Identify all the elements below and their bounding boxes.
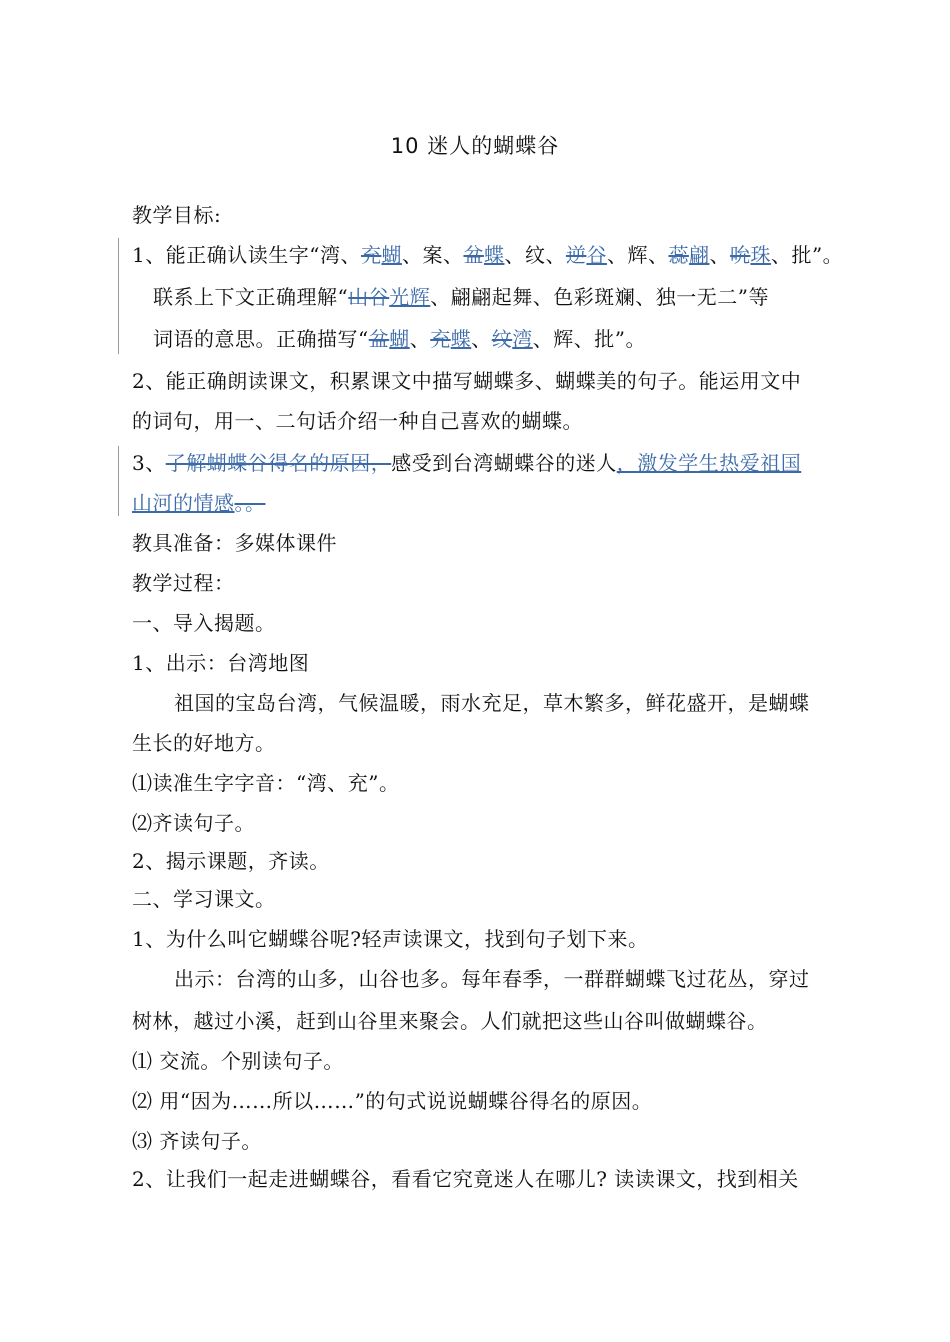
objective-1-line-2 [153,282,950,312]
text: 3、 [132,451,166,475]
deleted-text: 盆 [368,327,390,351]
teaching-aids: 教具准备：多媒体课件 [132,531,337,555]
text: 联系上下文正确理解“ [153,285,349,309]
inserted-text: 珠 [750,243,771,267]
process-heading: 教学过程： [132,571,235,595]
objective-3-line-1 [132,448,950,478]
revision-bar [118,238,119,354]
section-1-heading: 一、导入揭题。 [132,611,276,635]
inserted-text: 光辉 [389,285,431,309]
inserted-text: 蝶 [483,243,505,267]
section-2-paragraph-line-2: 树林，越过小溪，赶到山谷里来聚会。人们就把这些山谷叫做蝴蝶谷。 [132,1009,768,1033]
text: 词语的意思。正确描写“ [153,327,369,351]
text: 、 [709,243,730,267]
objective-3-line-2 [132,488,950,518]
text: 、辉、 [606,243,669,267]
inserted-text: 山河的情感 [132,491,235,515]
text: 、 [471,327,492,351]
section-2-paragraph-line-1: 出示：台湾的山多，山谷也多。每年春季，一群群蝴蝶飞过花丛，穿过 [174,967,810,991]
objective-2-line-2: 的词句，用一、二句话介绍一种自己喜欢的蝴蝶。 [132,409,583,433]
deleted-text: 吮 [729,243,751,267]
section-1-sub-a: ⑴读准生字字音：“湾、充”。 [132,771,400,795]
objective-2-line-1: 2、能正确朗读课文，积累课文中描写蝴蝶多、蝴蝶美的句子。能运用文中 [132,369,802,393]
objective-1-line-3 [153,324,950,354]
text: 、纹、 [504,243,566,267]
text: 1、能正确认读生字“湾、 [132,243,361,267]
deleted-text: 逆 [565,243,587,267]
text: 、 [409,327,431,351]
deleted-text: 山谷 [348,285,390,309]
deleted-text: 了解蝴蝶谷得名的原因， [165,451,392,475]
text: 、案、 [401,243,464,267]
inserted-text: 湾 [512,327,533,351]
inserted-text: 蝶 [450,327,472,351]
section-2-heading: 二、学习课文。 [132,887,276,911]
text: 、翩翩起舞、色彩斑斓、独一无二”等 [430,285,769,309]
objective-1-line-1 [132,240,950,270]
inserted-text: 蝴 [381,243,402,267]
page-title: 10 迷人的蝴蝶谷 [390,134,560,158]
inserted-text: ，激发学生热爱祖国 [616,451,802,475]
deleted-text: 充 [430,327,451,351]
section-2-step-1: 1、为什么叫它蝴蝶谷呢?轻声读课文，找到句子划下来。 [132,927,649,951]
text: 、批”。 [770,243,844,267]
text: 感受到台湾蝴蝶谷的迷人 [391,451,617,475]
inserted-text: 谷 [586,243,607,267]
objectives-heading: 教学目标: [132,203,222,227]
deleted-text: 纹 [491,327,513,351]
section-2-sub-b: ⑵ 用“因为……所以……”的句式说说蝴蝶谷得名的原因。 [132,1089,653,1113]
inserted-text: 翩 [688,243,710,267]
revision-bar [118,446,119,516]
section-1-paragraph-line-2: 生长的好地方。 [132,731,276,755]
deleted-text: 。。 [234,491,266,515]
section-1-paragraph-line-1: 祖国的宝岛台湾，气候温暖，雨水充足，草木繁多，鲜花盛开，是蝴蝶 [174,691,810,715]
text: 、辉、批”。 [532,327,646,351]
section-2-step-2: 2、让我们一起走进蝴蝶谷，看看它究竟迷人在哪儿? 读读课文，找到相关 [132,1167,799,1191]
deleted-text: 盆 [463,243,484,267]
section-1-sub-b: ⑵齐读句子。 [132,811,255,835]
inserted-text: 蝴 [389,327,410,351]
deleted-text: 充 [360,243,382,267]
deleted-text: 蕊 [668,243,689,267]
section-1-step-2: 2、揭示课题，齐读。 [132,849,330,873]
section-1-step-1: 1、出示：台湾地图 [132,651,310,675]
section-2-sub-c: ⑶ 齐读句子。 [132,1129,262,1153]
section-2-sub-a: ⑴ 交流。个别读句子。 [132,1049,344,1073]
